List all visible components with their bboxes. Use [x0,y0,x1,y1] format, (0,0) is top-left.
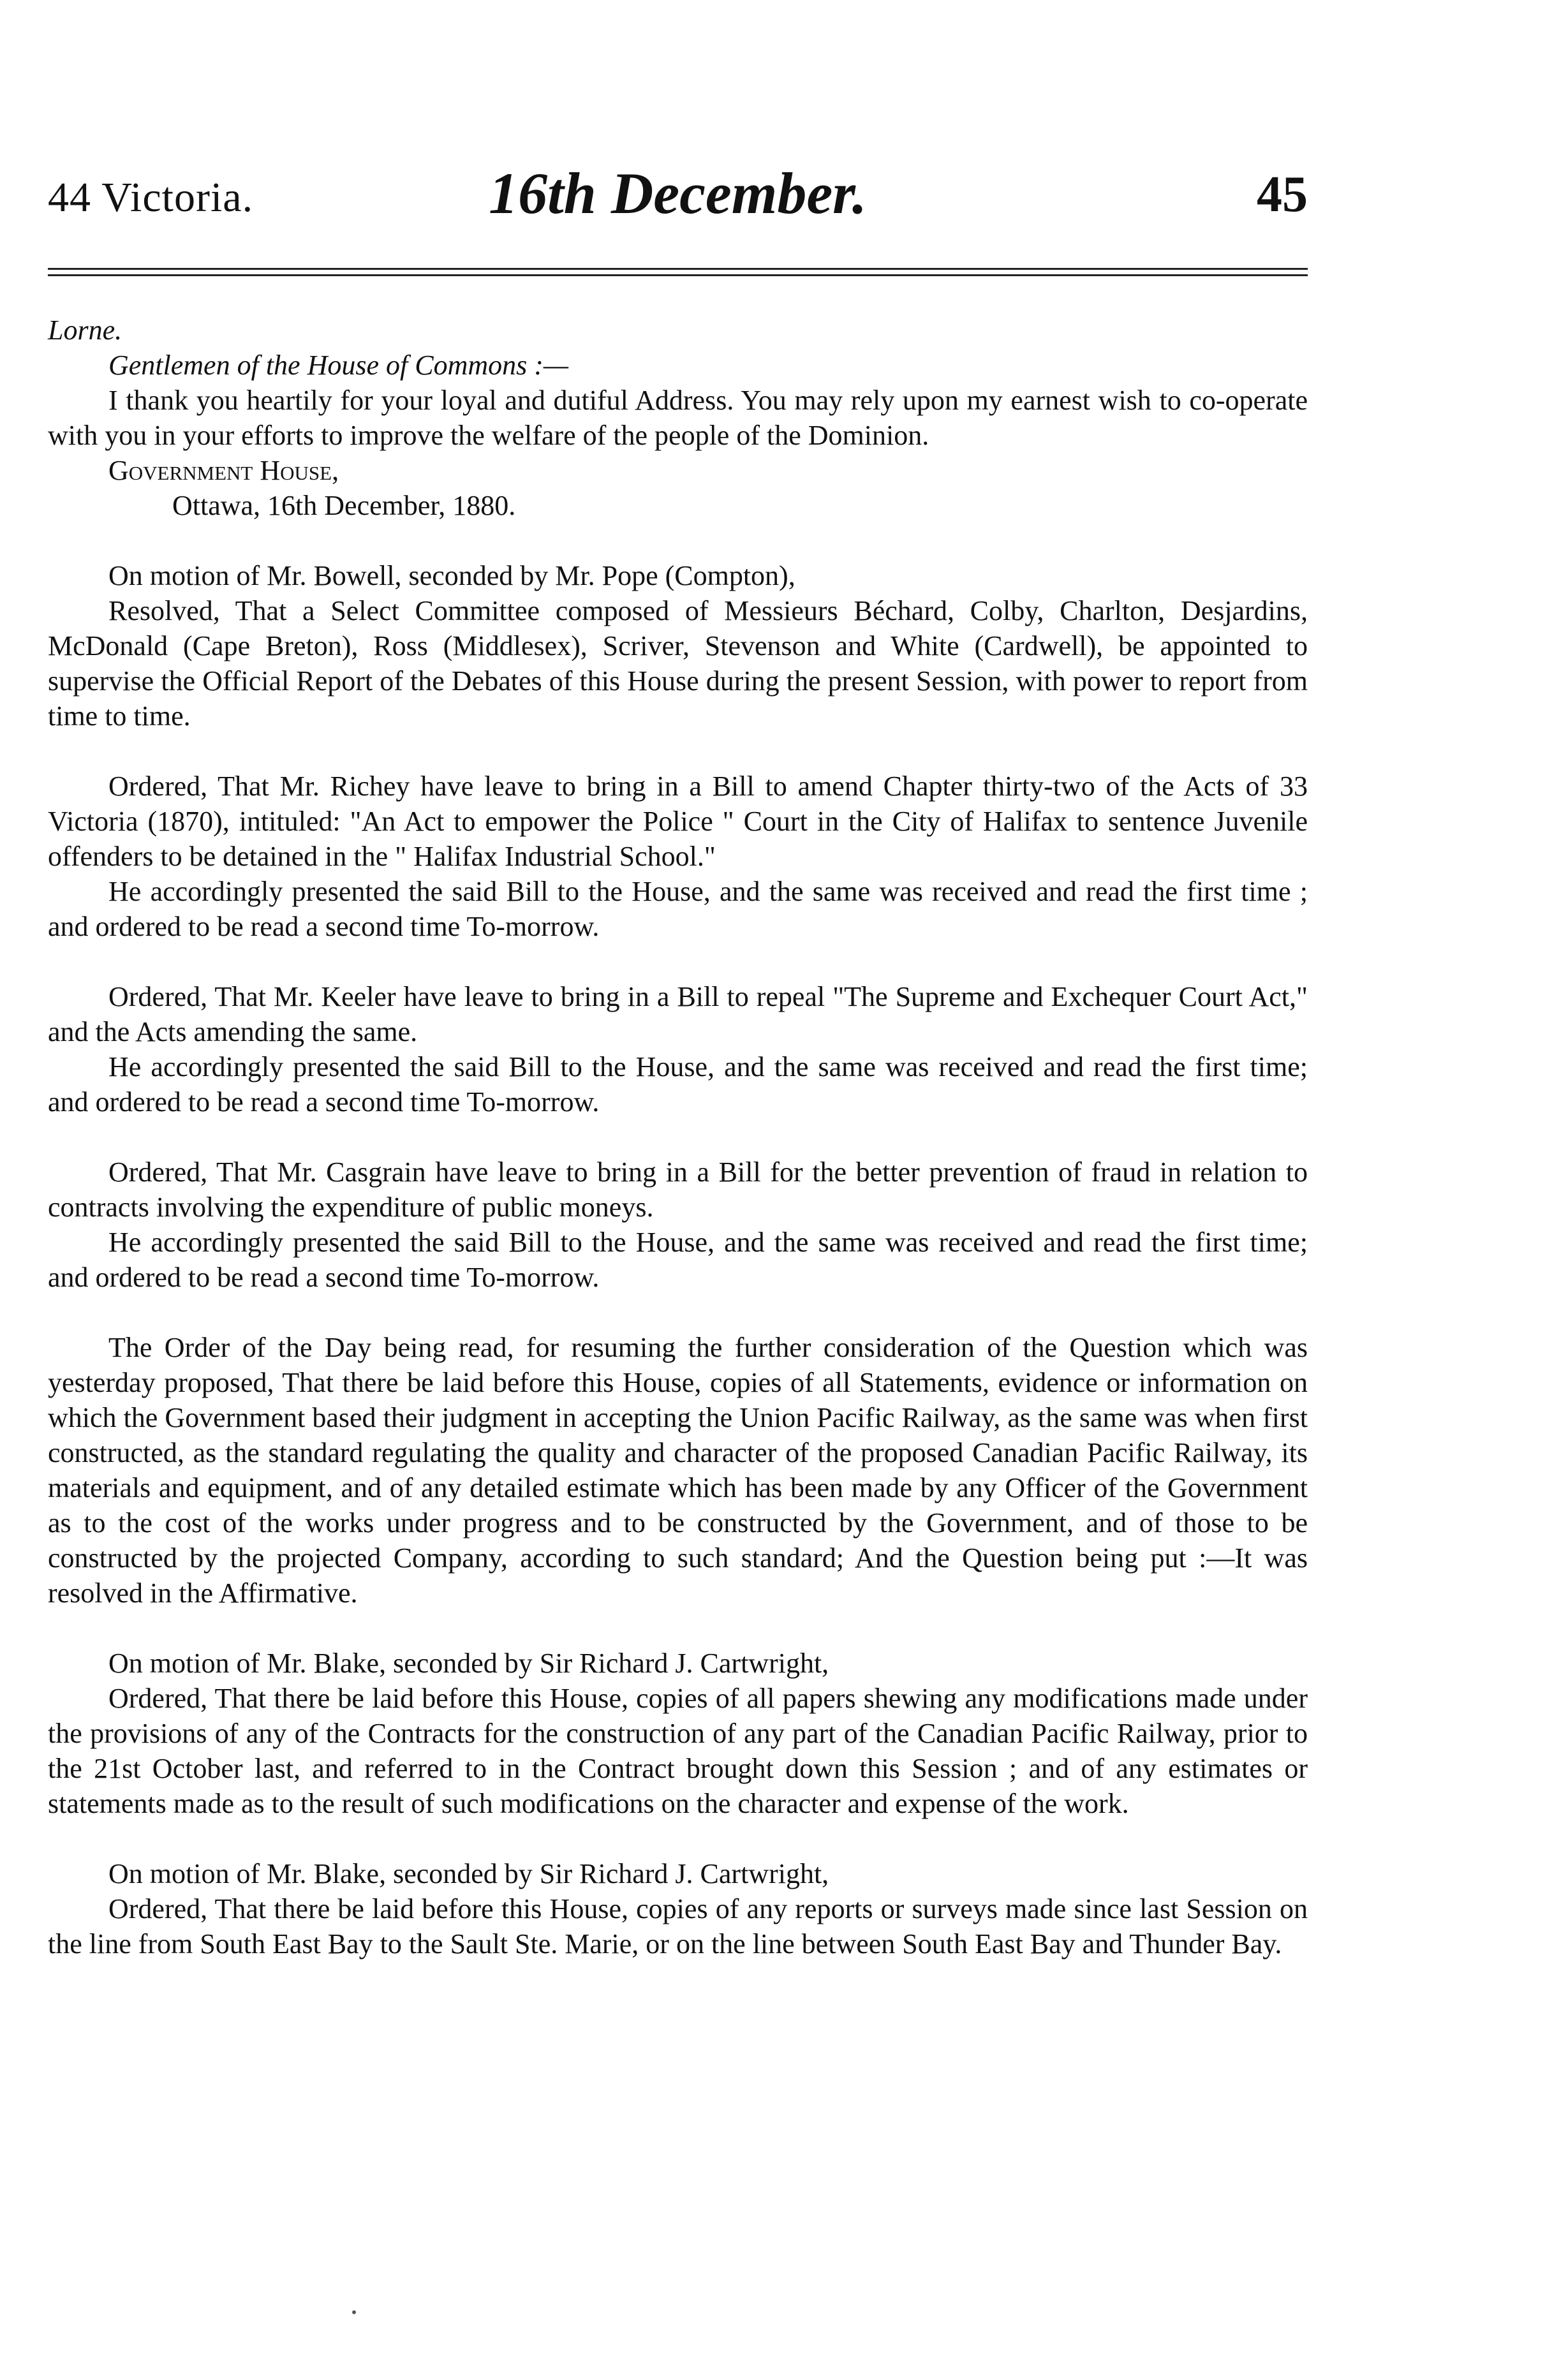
journal-body [48,313,1308,1961]
entry-follow: He accordingly presented the said Bill to the House, and the same was received and read the first time; and ordered to be read a second time To-morrow. [48,1051,1308,1118]
page-number: 45 [1257,166,1308,223]
print-speck [352,2310,356,2314]
entry-text: The Order of the Day being read, for resuming the further consideration of the Question which was yesterday proposed, That there be laid before this House, copies of all Statements, evidence or information on which the Government based their judgment in accepting the Union Pacific Railway, as the same was when first constructed, as the standard regulating the quality and character of the proposed Canadian Pacific Railway, its materials and equipment, and of any detailed estimate which has been made by any Officer of the Government as to the cost of the works under progress and to be constructed by the Government, and of those to be constructed by the projected Company, according to such standard; And the Question being put :—It was resolved in the Affirmative. [48,1332,1308,1609]
entry-follow: He accordingly presented the said Bill to the House, and the same was received and read the first time; and ordered to be read a second time To-morrow. [48,1227,1308,1293]
header-rule-bottom [48,274,1308,276]
address-text: I thank you heartily for your loyal and dutiful Address. You may rely upon my earnest wish to co-operate with you in your efforts to improve the welfare of the people of the Dominion. [48,385,1308,451]
address-salutation: Gentlemen of the House of Commons :— [108,350,569,381]
entry-motion: On motion of Mr. Blake, seconded by Sir Richard J. Cartwright, [108,1858,829,1889]
address-date: Ottawa, 16th December, 1880. [172,490,516,521]
entry-text: Ordered, That there be laid before this House, copies of all papers shewing any modifications made under the provisions of any of the Contracts for the construction of any part of the Canadian Pacific Railway, prior to the 21st October last, and referred to in the Contract brought down this Session ; and of any estimates or statements made as to the result of such modifications on the character and expense of the work. [48,1683,1308,1819]
entry-text: Ordered, That there be laid before this House, copies of any reports or surveys made since last Session on the line from South East Bay to the Sault Ste. Marie, or on the line between South East Bay and Thunder Bay. [48,1893,1308,1960]
entry-motion: On motion of Mr. Blake, seconded by Sir Richard J. Cartwright, [108,1648,829,1679]
entry-follow: He accordingly presented the said Bill to the House, and the same was received and read the first time ; and ordered to be read a second time To-morrow. [48,876,1308,942]
address-place: Government House, [108,455,339,486]
signature-lorne: Lorne. [48,314,122,346]
entry-text: Ordered, That Mr. Richey have leave to bring in a Bill to amend Chapter thirty-two of the Acts of 33 Victoria (1870), intituled: "An Act to empower the Police " Court in the City of Halifax to sentence Juvenile offenders to be detained in the " Halifax Industrial School." [48,771,1308,872]
page-header [48,159,1308,230]
entry-motion: On motion of Mr. Bowell, seconded by Mr. Pope (Compton), [108,560,795,591]
entry-text: Ordered, That Mr. Keeler have leave to bring in a Bill to repeal "The Supreme and Exchequer Court Act," and the Acts amending the same. [48,981,1308,1047]
header-regnal-year: 44 Victoria. [48,174,254,221]
entry-text: Ordered, That Mr. Casgrain have leave to bring in a Bill for the better prevention of fraud in relation to contracts involving the expenditure of public moneys. [48,1156,1308,1223]
entry-text: Resolved, That a Select Committee composed of Messieurs Béchard, Colby, Charlton, Desjardins, McDonald (Cape Breton), Ross (Middlesex), Scriver, Stevenson and White (Cardwell), be appointed to supervise the Official Report of the Debates of this House during the present Session, with power to report from time to time. [48,595,1308,732]
header-date: 16th December. [489,161,867,226]
header-rule-top [48,268,1308,270]
